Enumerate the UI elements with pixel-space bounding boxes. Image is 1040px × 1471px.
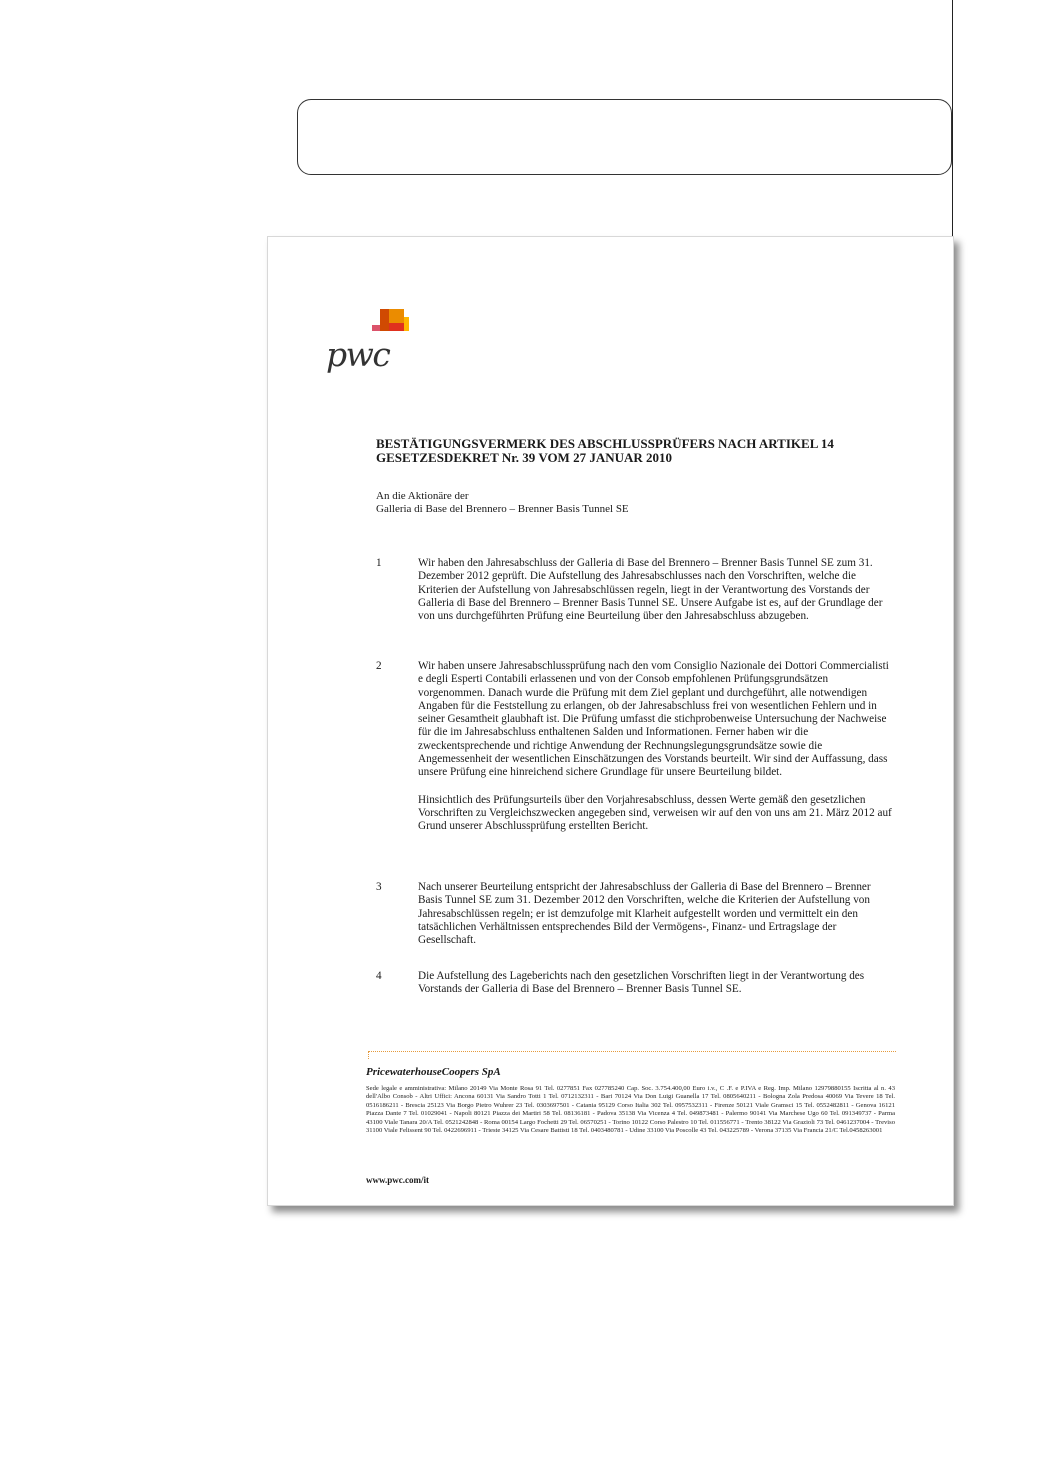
paragraph-number: 3	[376, 881, 382, 893]
paragraph-text: Die Aufstellung des Lageberichts nach den gesetzlichen Vorschriften liegt in der Verantwortung des Vorstands der Galleria di Base del Brennero – Brenner Basis Tunnel SE.	[418, 970, 865, 996]
footer-divider-tick	[368, 1051, 369, 1059]
website-link[interactable]: www.pwc.com/it	[366, 1175, 429, 1185]
paragraph-text: Hinsichtlich des Prüfungsurteils über den Vorjahresabschluss, dessen Werte gemäß den gesetzlichen Vorschriften zu Vergleichszwecken angegeben sind, verweisen wir auf den von uns am 21. März 2012 auf Grund unserer Abschlussprüfung erstellten Bericht.	[418, 793, 892, 833]
document-page	[267, 236, 954, 1206]
paragraph-number: 4	[376, 970, 382, 982]
paragraph-text: Nach unserer Beurteilung entspricht der Jahresabschluss der Galleria di Base del Brennero – Brenner Basis Tunnel SE zum 31. Dezember 2012 den Vorschriften, welche die Kriterien der Aufstellung von Jahresabschlüssen regeln; er ist demzufolge mit Klarheit aufgestellt worden und vermittelt ein den tatsächlichen Verhältnissen entsprechendes Bild der Vermögens-, Finanz- und Ertragslage der Gesellschaft.	[418, 881, 871, 947]
pwc-logo	[326, 307, 416, 377]
paragraph-text: Wir haben unsere Jahresabschlussprüfung nach den vom Consiglio Nazionale dei Dottori Commercialisti e degli Esperti Contabili erlassenen und von der Consob empfohlenen Prüfungsgrundsätzen vorgenommen. Danach wurde die Prüfung mit dem Ziel geplant und durchgeführt, alle notwendigen Angaben für die Feststellung zu erlangen, ob der Jahresabschluss frei von wesentlichen Fehlern und in seiner Gesamtheit glaubhaft ist. Die Prüfung umfasst die stichprobenweise Untersuchung der Nachweise für die im Jahresabschluss enthaltenen Salden und Informationen. Ferner haben wir die zweckentsprechende und richtige Anwendung der Rechnungslegungsgrundsätze sowie die Angemessenheit der wesentlichen Einschätzungen des Vorstands beurteilt. Wir sind der Auffassung, dass unsere Prüfung eine hinreichend sichere Grundlage für unsere Beurteilung bildet.	[418, 660, 889, 779]
addressee-line-1: An die Aktionäre der	[376, 490, 469, 502]
paragraph-number: 2	[376, 660, 382, 672]
title-line-1: BESTÄTIGUNGSVERMERK DES ABSCHLUSSPRÜFERS NACH ARTIKEL 14	[376, 436, 834, 451]
paragraph-number: 1	[376, 557, 382, 569]
document-title	[376, 437, 876, 465]
logo-block-2	[389, 309, 404, 323]
addressee-line-2: Galleria di Base del Brennero – Brenner Basis Tunnel SE	[376, 503, 629, 515]
title-line-2: GESETZESDEKRET Nr. 39 VOM 27 JANUAR 2010	[376, 450, 673, 465]
logo-block-3	[389, 323, 404, 331]
logo-wordmark: pwc	[326, 335, 390, 374]
logo-block-4	[404, 317, 409, 331]
logo-block-5	[372, 325, 380, 331]
logo-block-1	[380, 309, 389, 331]
header-box	[297, 99, 952, 175]
office-addresses: Sede legale e amministrativa: Milano 20149 Via Monte Rosa 91 Tel. 0277851 Fax 027785240 Cap. Soc. 3.754.400,00 Euro i.v., C .F. e P.IVA e Reg. Imp. Milano 12979880155 Iscritta al n. 43 dell'Albo Consob - Altri Uffici: Ancona 60131 Via Sandro Totti 1 Tel. 0712132311 - Bari 70124 Via Don Luigi Guanella 17 Tel. 0805640211 - Bologna Zola Predosa 40069 Via Tevere 18 Tel. 0516186211 - Brescia 25123 Via Borgo Pietro Wuhrer 23 Tel. 0303697501 - Catania 95129 Corso Italia 302 Tel. 0957532311 - Firenze 50121 Viale Gramsci 15 Tel. 0552482811 - Genova 16121 Piazza Dante 7 Tel. 01029041 - Napoli 80121 Piazza dei Martiri 58 Tel. 08136181 - Padova 35138 Via Vicenza 4 Tel. 049873481 - Palermo 90141 Via Marchese Ugo 60 Tel. 091349737 - Parma 43100 Viale Tanara 20/A Tel. 0521242848 - Roma 00154 Largo Fochetti 29 Tel. 06570251 - Torino 10122 Corso Palestro 10 Tel. 011556771 - Trento 38122 Via Grazioli 73 Tel. 0461237004 - Treviso 31100 Viale Felissent 90 Tel. 0422696911 - Trieste 34125 Via Cesare Battisti 18 Tel. 0403480781 - Udine 33100 Via Poscolle 43 Tel. 043225789 - Verona 37135 Via Francia 21/C Tel.0458263001	[366, 1085, 895, 1135]
addressee	[376, 490, 629, 516]
footer-divider	[368, 1051, 896, 1052]
paragraph-text: Wir haben den Jahresabschluss der Galleria di Base del Brennero – Brenner Basis Tunnel SE zum 31. Dezember 2012 geprüft. Die Aufstellung des Jahresabschlusses nach den Vorschriften, welche die Kriterien der Aufstellung von Jahresabschlüssen regeln, liegt in der Verantwortung des Vorstands der Galleria di Base del Brennero – Brenner Basis Tunnel SE. Unsere Aufgabe ist es, auf der Grundlage der von uns durchgeführten Prüfung eine Beurteilung über den Jahresabschluss abzugeben.	[418, 557, 883, 623]
firm-name: PricewaterhouseCoopers SpA	[366, 1066, 501, 1078]
